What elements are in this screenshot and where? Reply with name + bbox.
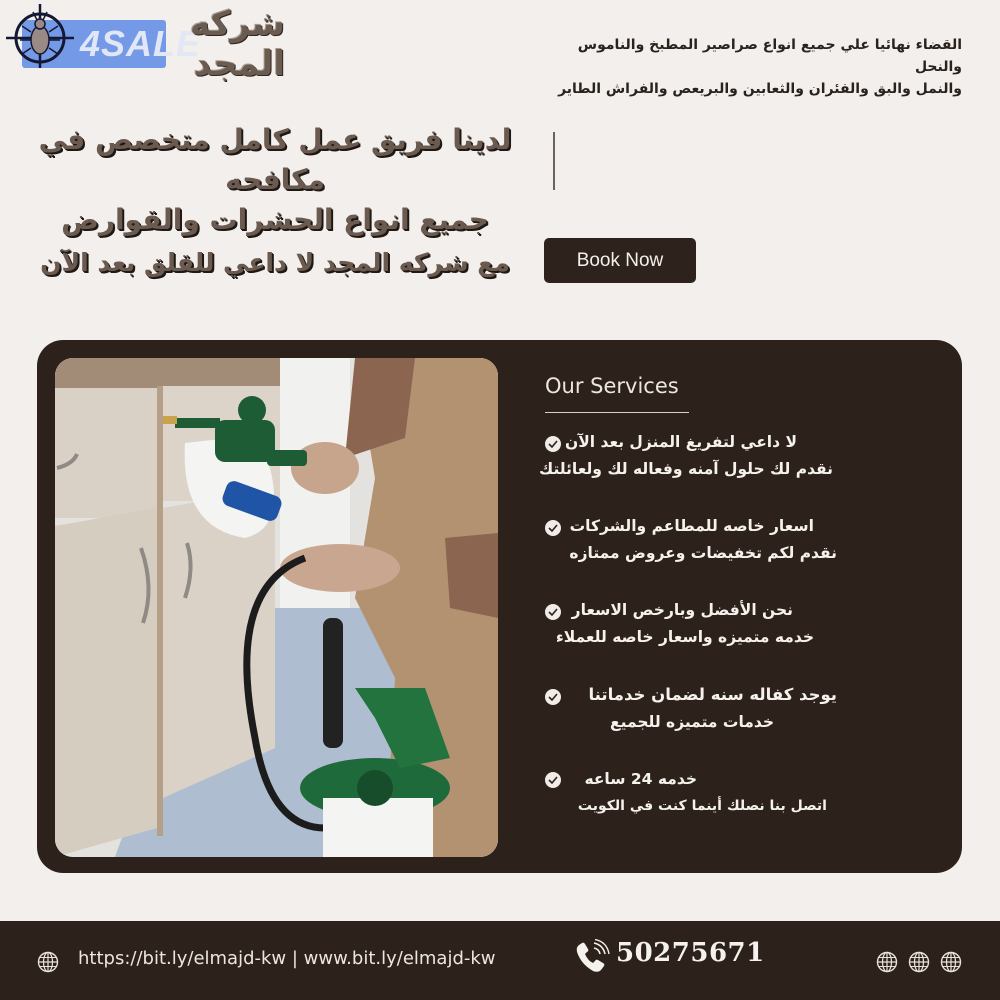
company-name: شركه المجد bbox=[190, 4, 285, 84]
bug-target-icon bbox=[6, 2, 74, 70]
globe-icon[interactable] bbox=[908, 951, 930, 973]
service-item bbox=[537, 430, 857, 484]
company-logo bbox=[0, 0, 290, 84]
service-item bbox=[537, 767, 857, 821]
service-title: يوجد كفاله سنه لضمان خدماتنا bbox=[588, 685, 837, 704]
service-subtitle: خدمات متميزه للجميع bbox=[610, 713, 774, 731]
hero-headline bbox=[10, 120, 540, 240]
phone-icon bbox=[574, 939, 610, 975]
header-description bbox=[532, 34, 962, 100]
services-card bbox=[37, 340, 962, 873]
headline-line-1: لدينا فريق عمل كامل متخصص في مكافحه bbox=[38, 123, 512, 196]
service-title: اسعار خاصه للمطاعم والشركات bbox=[569, 517, 814, 535]
globe-icon[interactable] bbox=[876, 951, 898, 973]
services-title-underline bbox=[545, 412, 689, 413]
headline-line-2: جميع انواع الحشرات والقوارض bbox=[61, 203, 489, 236]
technician-photo bbox=[55, 358, 498, 857]
footer bbox=[0, 921, 1000, 1000]
service-item bbox=[537, 683, 857, 737]
service-subtitle: خدمه متميزه واسعار خاصه للعملاء bbox=[555, 628, 814, 646]
globe-icon bbox=[37, 951, 59, 973]
description-line-2: والنمل والبق والفئران والثعابين والبريعص والفراش الطاير bbox=[558, 81, 962, 97]
technician-photo-illustration bbox=[55, 358, 498, 857]
service-title: خدمه 24 ساعه bbox=[584, 770, 697, 788]
service-title: نحن الأفضل وبارخص الاسعار bbox=[571, 601, 793, 619]
hero-tagline: مع شركه المجد لا داعي للقلق بعد الآن bbox=[40, 248, 510, 277]
vertical-divider bbox=[553, 132, 555, 190]
globe-icon[interactable] bbox=[940, 951, 962, 973]
service-subtitle: اتصل بنا نصلك أينما كنت في الكويت bbox=[577, 798, 827, 814]
description-line-1: القضاء نهائيا علي جميع انواع صراصير المطبخ والناموس والنحل bbox=[577, 37, 962, 75]
watermark-badge: 4SALE bbox=[22, 20, 166, 68]
phone-number[interactable]: 50275671 bbox=[616, 938, 765, 968]
book-now-button[interactable]: Book Now bbox=[544, 238, 696, 283]
services-title: Our Services bbox=[545, 374, 679, 398]
website-links[interactable]: https://bit.ly/elmajd-kw | www.bit.ly/elmajd-kw bbox=[78, 948, 496, 969]
service-item bbox=[537, 514, 857, 568]
service-subtitle: نقدم لك حلول آمنه وفعاله لك ولعائلتك bbox=[539, 460, 833, 478]
service-title: لا داعي لتفريغ المنزل بعد الآن bbox=[565, 433, 797, 451]
service-item bbox=[537, 598, 857, 652]
service-subtitle: نقدم لكم تخفيضات وعروض ممتازه bbox=[569, 544, 837, 562]
